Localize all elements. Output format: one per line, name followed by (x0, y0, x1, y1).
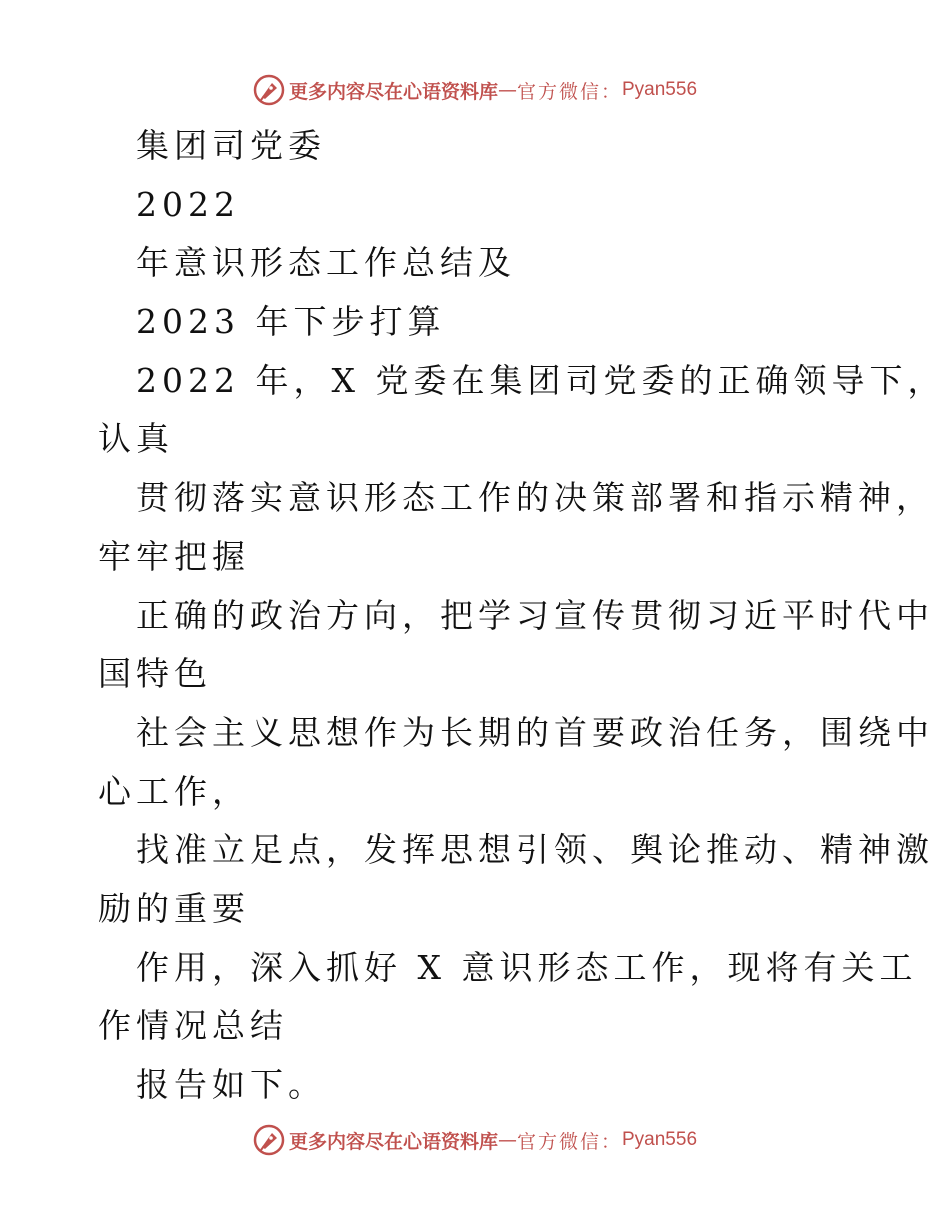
document-line: 作情况总结 (98, 1006, 288, 1046)
document-line: 作用，深入抓好 X 意识形态工作，现将有关工 (136, 947, 918, 987)
watermark-contact-label: 官方微信： (516, 1130, 622, 1153)
watermark-banner-bottom (0, 1120, 950, 1160)
watermark-main-text: 更多内容尽在心语资料库 (288, 80, 498, 103)
document-line: 集团司党委 (136, 126, 326, 165)
watermark-wechat-id: Pyan556 (622, 79, 698, 100)
document-line: 牢牢把握 (98, 536, 250, 576)
watermark-dash: — (497, 1129, 517, 1151)
document-line: 2022 年，X 党委在集团司党委的正确领导下， (136, 360, 946, 400)
watermark-wechat-id: Pyan556 (622, 1129, 698, 1150)
document-line: 2022 (136, 184, 240, 224)
watermark-main-text: 更多内容尽在心语资料库 (288, 1130, 498, 1153)
watermark-dash: — (497, 79, 517, 101)
document-line: 心工作， (98, 771, 250, 811)
document-line: 社会主义思想作为长期的首要政治任务，围绕中 (136, 712, 934, 752)
document-line: 励的重要 (98, 888, 250, 928)
pen-nib-logo-icon (253, 74, 285, 106)
document-line: 报告如下。 (136, 1065, 326, 1104)
document-body (98, 117, 946, 1115)
document-line: 国特色 (98, 654, 212, 694)
document-line: 年意识形态工作总结及 (136, 243, 516, 283)
pen-nib-logo-icon (253, 1124, 285, 1156)
document-line: 正确的政治方向，把学习宣传贯彻习近平时代中 (136, 595, 934, 635)
document-line: 2023 年下步打算 (136, 302, 446, 342)
document-line: 找准立足点，发挥思想引领、舆论推动、精神激 (136, 830, 934, 870)
watermark-contact-label: 官方微信： (516, 80, 622, 103)
document-line: 认真 (98, 419, 174, 459)
watermark-banner-top (0, 70, 950, 110)
document-line: 贯彻落实意识形态工作的决策部署和指示精神， (136, 478, 934, 518)
